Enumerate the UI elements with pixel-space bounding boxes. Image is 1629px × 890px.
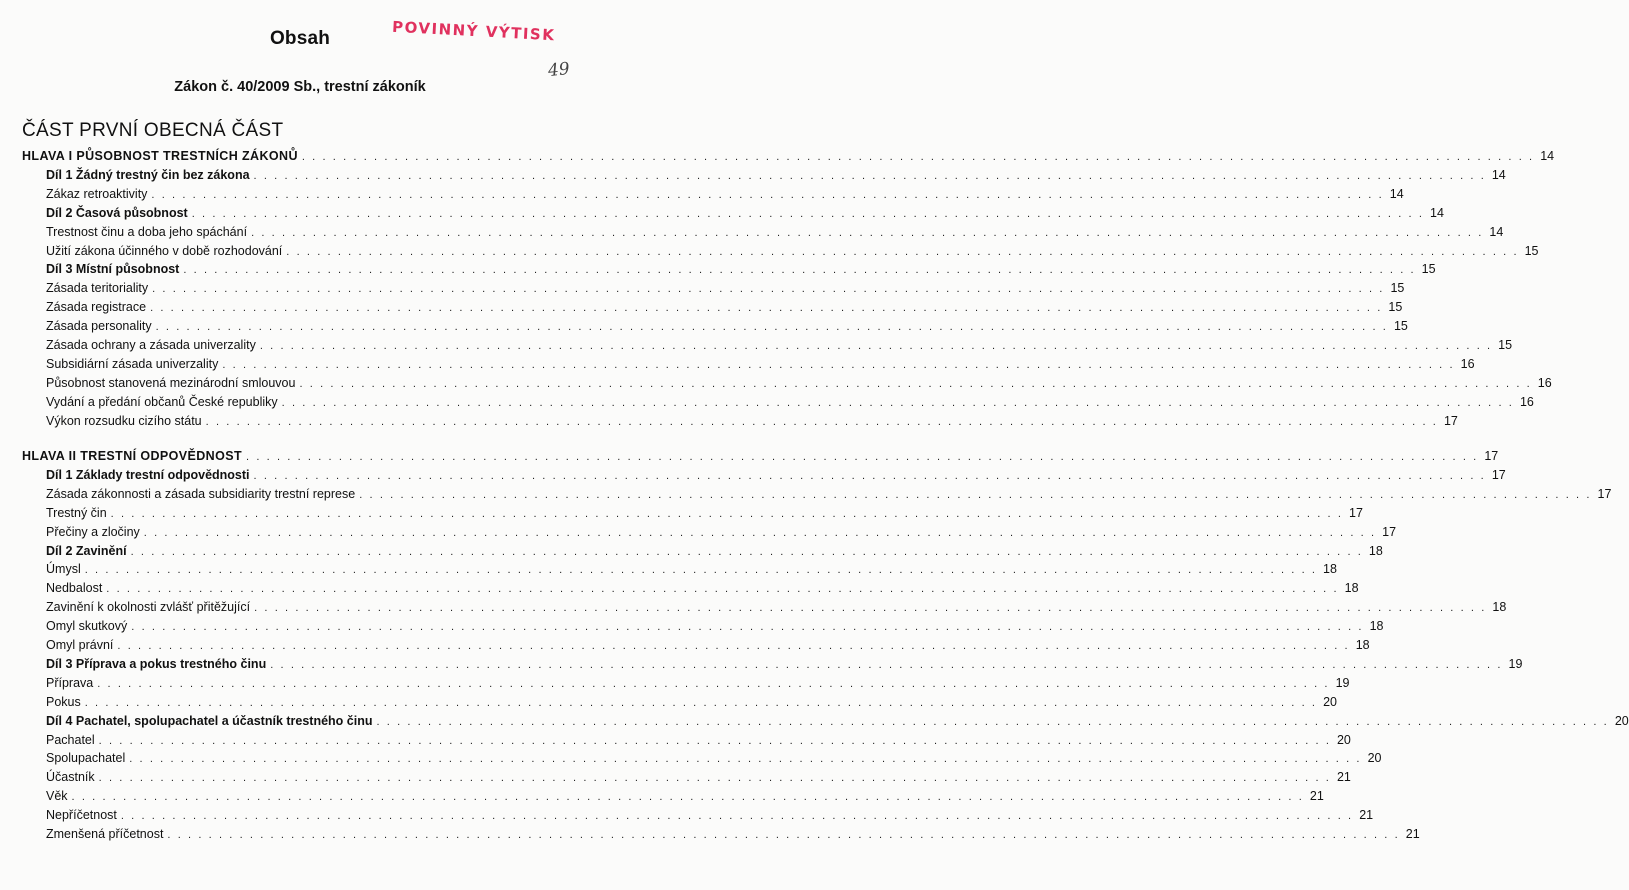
toc-page-number: 15 <box>1393 319 1408 334</box>
toc-entry-label: Trestný čin <box>46 505 107 520</box>
toc-page-number: 14 <box>1430 205 1444 220</box>
toc-entry <box>0 768 1351 786</box>
toc-entry <box>0 579 1359 597</box>
toc-page-number: 21 <box>1309 789 1324 804</box>
leader-dots: . . . . . . . . . . . . . . . . . . . . . . . . . . . . . . . . . . . . . . . . . . . . . . . . . . . . . . . . . . . . . . . . . . . . . . . . . . . . . . . . . . . . . . . . . . . . . . . . . . . . . . . . . . . . . . . . . . . . . . . . <box>376 715 1609 728</box>
leader-dots: . . . . . . . . . . . . . . . . . . . . . . . . . . . . . . . . . . . . . . . . . . . . . . . . . . . . . . . . . . . . . . . . . . . . . . . . . . . . . . . . . . . . . . . . . . . . . . . . . . . . . . . . . . . . . . . . . . . . . . . . <box>131 621 1364 634</box>
toc-page-number: 20 <box>1614 713 1629 728</box>
toc-entry-label: Omyl právní <box>46 638 114 652</box>
toc-entry <box>0 598 1507 616</box>
leader-dots: . . . . . . . . . . . . . . . . . . . . . . . . . . . . . . . . . . . . . . . . . . . . . . . . . . . . . . . . . . . . . . . . . . . . . . . . . . . . . . . . . . . . . . . . . . . . . . . . . . . . . . . . . . . . . . . . . . . . . . . . <box>97 677 1330 690</box>
toc-entry <box>0 636 1370 654</box>
toc-entry <box>0 185 1404 203</box>
leader-dots: . . . . . . . . . . . . . . . . . . . . . . . . . . . . . . . . . . . . . . . . . . . . . . . . . . . . . . . . . . . . . . . . . . . . . . . . . . . . . . . . . . . . . . . . . . . . . . . . . . . . . . . . . . . . . . . . . . . . . . . . <box>259 340 1493 352</box>
toc-page-number: 20 <box>1323 694 1337 709</box>
toc-section <box>0 466 1506 484</box>
toc-entry-label: Výkon rozsudku cizího státu <box>46 413 202 428</box>
toc-page-number: 18 <box>1323 562 1337 577</box>
toc-page-number: 18 <box>1492 600 1507 615</box>
toc-entry <box>0 279 1405 297</box>
leader-dots: . . . . . . . . . . . . . . . . . . . . . . . . . . . . . . . . . . . . . . . . . . . . . . . . . . . . . . . . . . . . . . . . . . . . . . . . . . . . . . . . . . . . . . . . . . . . . . . . . . . . . . . . . . . . . . . . . . . . . . . . <box>155 321 1388 334</box>
toc-entry-label: Subsidiární zásada univerzality <box>46 356 219 371</box>
toc-page-number: 18 <box>1355 638 1370 652</box>
toc-entry <box>0 393 1534 411</box>
leader-dots: . . . . . . . . . . . . . . . . . . . . . . . . . . . . . . . . . . . . . . . . . . . . . . . . . . . . . . . . . . . . . . . . . . . . . . . . . . . . . . . . . . . . . . . . . . . . . . . . . . . . . . . . . . . . . . . . . . . . . . . . <box>191 207 1425 220</box>
toc-entry-label: Spolupachatel <box>46 751 126 766</box>
toc-page-number: 16 <box>1460 356 1475 371</box>
leader-dots: . . . . . . . . . . . . . . . . . . . . . . . . . . . . . . . . . . . . . . . . . . . . . . . . . . . . . . . . . . . . . . . . . . . . . . . . . . . . . . . . . . . . . . . . . . . . . . . . . . . . . . . . . . . . . . . . . . . . . . . . <box>143 526 1377 539</box>
toc-entry <box>0 504 1363 522</box>
toc-page-number: 15 <box>1498 338 1513 352</box>
leader-dots: . . . . . . . . . . . . . . . . . . . . . . . . . . . . . . . . . . . . . . . . . . . . . . . . . . . . . . . . . . . . . . . . . . . . . . . . . . . . . . . . . . . . . . . . . . . . . . . . . . . . . . . . . . . . . . . . . . . . . . . . <box>286 245 1519 258</box>
toc-entry-label: Trestnost činu a doba jeho spáchání <box>46 224 248 239</box>
leader-dots: . . . . . . . . . . . . . . . . . . . . . . . . . . . . . . . . . . . . . . . . . . . . . . . . . . . . . . . . . . . . . . . . . . . . . . . . . . . . . . . . . . . . . . . . . . . . . . . . . . . . . . . . . . . . . . . . . . . . . . . . <box>117 640 1350 652</box>
toc-entry <box>0 674 1350 692</box>
toc-entry-label: Vydání a předání občanů České republiky <box>46 394 278 409</box>
toc-entry <box>0 298 1403 316</box>
toc-entry <box>0 485 1612 503</box>
toc-entry-label: Příprava <box>46 675 94 690</box>
toc-entry-label: Omyl skutkový <box>46 619 128 634</box>
leader-dots: . . . . . . . . . . . . . . . . . . . . . . . . . . . . . . . . . . . . . . . . . . . . . . . . . . . . . . . . . . . . . . . . . . . . . . . . . . . . . . . . . . . . . . . . . . . . . . . . . . . . . . . . . . . . . . . . . . . . . . . . <box>151 188 1384 201</box>
toc-page-number: 14 <box>1540 149 1555 163</box>
leader-dots: . . . . . . . . . . . . . . . . . . . . . . . . . . . . . . . . . . . . . . . . . . . . . . . . . . . . . . . . . . . . . . . . . . . . . . . . . . . . . . . . . . . . . . . . . . . . . . . . . . . . . . . . . . . . . . . . . . . . . . . . <box>152 283 1385 296</box>
leader-dots: . . . . . . . . . . . . . . . . . . . . . . . . . . . . . . . . . . . . . . . . . . . . . . . . . . . . . . . . . . . . . . . . . . . . . . . . . . . . . . . . . . . . . . . . . . . . . . . . . . . . . . . . . . . . . . . . . . . . . . . . <box>98 734 1331 747</box>
toc-entry-label: Díl 2 Zavinění <box>46 543 127 558</box>
page-title: Obsah <box>269 28 331 49</box>
toc-entry <box>0 355 1475 373</box>
toc-entry <box>0 412 1458 430</box>
leader-dots: . . . . . . . . . . . . . . . . . . . . . . . . . . . . . . . . . . . . . . . . . . . . . . . . . . . . . . . . . . . . . . . . . . . . . . . . . . . . . . . . . . . . . . . . . . . . . . . . . . . . . . . . . . . . . . . . . . . . . . . . <box>253 469 1486 482</box>
leader-dots: . . . . . . . . . . . . . . . . . . . . . . . . . . . . . . . . . . . . . . . . . . . . . . . . . . . . . . . . . . . . . . . . . . . . . . . . . . . . . . . . . . . . . . . . . . . . . . . . . . . . . . . . . . . . . . . . . . . . . . . . <box>71 791 1304 804</box>
handwritten-note: 49 <box>547 58 571 82</box>
toc-page-number: 19 <box>1335 675 1350 690</box>
part-heading: ČÁST PRVNÍ OBECNÁ ČÁST <box>22 120 284 141</box>
stamp: POVINNÝ VÝTISK <box>391 17 556 45</box>
toc-page-number: 15 <box>1524 243 1539 258</box>
toc-page-number: 16 <box>1537 375 1552 390</box>
document-subtitle: Zákon č. 40/2009 Sb., trestní zákoník <box>174 79 426 95</box>
leader-dots: . . . . . . . . . . . . . . . . . . . . . . . . . . . . . . . . . . . . . . . . . . . . . . . . . . . . . . . . . . . . . . . . . . . . . . . . . . . . . . . . . . . . . . . . . . . . . . . . . . . . . . . . . . . . . . . . . . . . . . . . <box>246 451 1479 463</box>
toc-entry <box>0 242 1539 260</box>
toc-entry-label: Zásada zákonnosti a zásada subsidiarity trestní represe <box>46 486 356 501</box>
toc-entry-label: Zásada personality <box>46 319 152 334</box>
toc-page-number: 17 <box>1382 524 1397 539</box>
leader-dots: . . . . . . . . . . . . . . . . . . . . . . . . . . . . . . . . . . . . . . . . . . . . . . . . . . . . . . . . . . . . . . . . . . . . . . . . . . . . . . . . . . . . . . . . . . . . . . . . . . . . . . . . . . . . . . . . . . . . . . . . <box>301 151 1535 163</box>
leader-dots: . . . . . . . . . . . . . . . . . . . . . . . . . . . . . . . . . . . . . . . . . . . . . . . . . . . . . . . . . . . . . . . . . . . . . . . . . . . . . . . . . . . . . . . . . . . . . . . . . . . . . . . . . . . . . . . . . . . . . . . . <box>98 772 1331 785</box>
toc-entry-label: Díl 1 Základy trestní odpovědnosti <box>46 467 250 482</box>
leader-dots: . . . . . . . . . . . . . . . . . . . . . . . . . . . . . . . . . . . . . . . . . . . . . . . . . . . . . . . . . . . . . . . . . . . . . . . . . . . . . . . . . . . . . . . . . . . . . . . . . . . . . . . . . . . . . . . . . . . . . . . . <box>251 226 1484 239</box>
toc-page-number: 15 <box>1421 262 1436 277</box>
toc-page-number: 17 <box>1597 486 1612 501</box>
toc-page-number: 19 <box>1508 656 1523 671</box>
toc-entry-label: HLAVA I PŮSOBNOST TRESTNÍCH ZÁKONŮ <box>22 149 298 163</box>
toc-page-number: 17 <box>1484 449 1499 463</box>
toc-page-number: 14 <box>1489 224 1504 239</box>
toc-entry-label: Zásada teritoriality <box>46 281 149 296</box>
toc-entry-label: Přečiny a zločiny <box>46 524 140 539</box>
toc-page-number: 14 <box>1491 167 1506 182</box>
toc-page-number: 15 <box>1390 281 1405 296</box>
toc-entry <box>0 731 1351 749</box>
toc-page-number: 16 <box>1519 394 1534 409</box>
leader-dots: . . . . . . . . . . . . . . . . . . . . . . . . . . . . . . . . . . . . . . . . . . . . . . . . . . . . . . . . . . . . . . . . . . . . . . . . . . . . . . . . . . . . . . . . . . . . . . . . . . . . . . . . . . . . . . . . . . . . . . . . <box>270 658 1503 671</box>
leader-dots: . . . . . . . . . . . . . . . . . . . . . . . . . . . . . . . . . . . . . . . . . . . . . . . . . . . . . . . . . . . . . . . . . . . . . . . . . . . . . . . . . . . . . . . . . . . . . . . . . . . . . . . . . . . . . . . . . . . . . . . . <box>150 302 1383 315</box>
toc-entry-label: Věk <box>46 789 68 804</box>
toc-entry-label: Pokus <box>46 694 81 709</box>
toc-entry-label: Zavinění k okolnosti zvlášť přitěžující <box>46 600 251 615</box>
leader-dots: . . . . . . . . . . . . . . . . . . . . . . . . . . . . . . . . . . . . . . . . . . . . . . . . . . . . . . . . . . . . . . . . . . . . . . . . . . . . . . . . . . . . . . . . . . . . . . . . . . . . . . . . . . . . . . . . . . . . . . . . <box>281 396 1514 409</box>
toc-entry-label: Díl 3 Příprava a pokus trestného činu <box>46 656 267 671</box>
toc-entry <box>0 374 1552 392</box>
leader-dots: . . . . . . . . . . . . . . . . . . . . . . . . . . . . . . . . . . . . . . . . . . . . . . . . . . . . . . . . . . . . . . . . . . . . . . . . . . . . . . . . . . . . . . . . . . . . . . . . . . . . . . . . . . . . . . . . . . . . . . . . <box>222 358 1455 371</box>
toc-entry-label: Účastník <box>46 770 95 785</box>
toc-entry-label: Nedbalost <box>46 581 103 596</box>
toc-page-number: 17 <box>1443 413 1458 428</box>
leader-dots: . . . . . . . . . . . . . . . . . . . . . . . . . . . . . . . . . . . . . . . . . . . . . . . . . . . . . . . . . . . . . . . . . . . . . . . . . . . . . . . . . . . . . . . . . . . . . . . . . . . . . . . . . . . . . . . . . . . . . . . . <box>254 602 1487 615</box>
leader-dots: . . . . . . . . . . . . . . . . . . . . . . . . . . . . . . . . . . . . . . . . . . . . . . . . . . . . . . . . . . . . . . . . . . . . . . . . . . . . . . . . . . . . . . . . . . . . . . . . . . . . . . . . . . . . . . . . . . . . . . . . <box>120 810 1354 823</box>
leader-dots: . . . . . . . . . . . . . . . . . . . . . . . . . . . . . . . . . . . . . . . . . . . . . . . . . . . . . . . . . . . . . . . . . . . . . . . . . . . . . . . . . . . . . . . . . . . . . . . . . . . . . . . . . . . . . . . . . . . . . . . . <box>359 488 1592 501</box>
leader-dots: . . . . . . . . . . . . . . . . . . . . . . . . . . . . . . . . . . . . . . . . . . . . . . . . . . . . . . . . . . . . . . . . . . . . . . . . . . . . . . . . . . . . . . . . . . . . . . . . . . . . . . . . . . . . . . . . . . . . . . . . <box>253 169 1486 182</box>
leader-dots: . . . . . . . . . . . . . . . . . . . . . . . . . . . . . . . . . . . . . . . . . . . . . . . . . . . . . . . . . . . . . . . . . . . . . . . . . . . . . . . . . . . . . . . . . . . . . . . . . . . . . . . . . . . . . . . . . . . . . . . . <box>106 583 1339 596</box>
toc-section <box>0 542 1383 560</box>
leader-dots: . . . . . . . . . . . . . . . . . . . . . . . . . . . . . . . . . . . . . . . . . . . . . . . . . . . . . . . . . . . . . . . . . . . . . . . . . . . . . . . . . . . . . . . . . . . . . . . . . . . . . . . . . . . . . . . . . . . . . . . . <box>167 829 1400 841</box>
toc-page-number: 21 <box>1359 808 1374 823</box>
toc-entry <box>0 523 1397 541</box>
leader-dots: . . . . . . . . . . . . . . . . . . . . . . . . . . . . . . . . . . . . . . . . . . . . . . . . . . . . . . . . . . . . . . . . . . . . . . . . . . . . . . . . . . . . . . . . . . . . . . . . . . . . . . . . . . . . . . . . . . . . . . . . <box>84 564 1318 577</box>
toc-section <box>0 204 1444 222</box>
leader-dots: . . . . . . . . . . . . . . . . . . . . . . . . . . . . . . . . . . . . . . . . . . . . . . . . . . . . . . . . . . . . . . . . . . . . . . . . . . . . . . . . . . . . . . . . . . . . . . . . . . . . . . . . . . . . . . . . . . . . . . . . <box>129 753 1362 766</box>
leader-dots: . . . . . . . . . . . . . . . . . . . . . . . . . . . . . . . . . . . . . . . . . . . . . . . . . . . . . . . . . . . . . . . . . . . . . . . . . . . . . . . . . . . . . . . . . . . . . . . . . . . . . . . . . . . . . . . . . . . . . . . . <box>205 415 1438 428</box>
toc-page-number: 21 <box>1336 770 1351 785</box>
toc-section <box>0 166 1506 184</box>
toc-entry-label: Díl 2 Časová působnost <box>46 205 188 220</box>
toc-entry-label: Díl 4 Pachatel, spolupachatel a účastník trestného činu <box>46 713 373 728</box>
toc-entry-label: Díl 3 Místní působnost <box>46 262 180 277</box>
toc-entry-label: Působnost stanovená mezinárodní smlouvou <box>46 375 296 390</box>
toc-entry <box>0 825 1420 843</box>
toc-page-number: 20 <box>1367 751 1382 766</box>
toc-entry-label: Zákaz retroaktivity <box>46 186 148 201</box>
toc-entry <box>0 617 1384 635</box>
leader-dots: . . . . . . . . . . . . . . . . . . . . . . . . . . . . . . . . . . . . . . . . . . . . . . . . . . . . . . . . . . . . . . . . . . . . . . . . . . . . . . . . . . . . . . . . . . . . . . . . . . . . . . . . . . . . . . . . . . . . . . . . <box>130 545 1363 558</box>
toc-entry <box>0 560 1337 578</box>
toc-page-number: 18 <box>1369 619 1384 634</box>
leader-dots: . . . . . . . . . . . . . . . . . . . . . . . . . . . . . . . . . . . . . . . . . . . . . . . . . . . . . . . . . . . . . . . . . . . . . . . . . . . . . . . . . . . . . . . . . . . . . . . . . . . . . . . . . . . . . . . . . . . . . . . . <box>110 507 1343 520</box>
toc-page-number: 18 <box>1368 543 1383 558</box>
leader-dots: . . . . . . . . . . . . . . . . . . . . . . . . . . . . . . . . . . . . . . . . . . . . . . . . . . . . . . . . . . . . . . . . . . . . . . . . . . . . . . . . . . . . . . . . . . . . . . . . . . . . . . . . . . . . . . . . . . . . . . . . <box>84 696 1318 709</box>
toc-page-number: 15 <box>1388 300 1403 315</box>
toc-entry-label: Zmenšená příčetnost <box>46 827 164 841</box>
leader-dots: . . . . . . . . . . . . . . . . . . . . . . . . . . . . . . . . . . . . . . . . . . . . . . . . . . . . . . . . . . . . . . . . . . . . . . . . . . . . . . . . . . . . . . . . . . . . . . . . . . . . . . . . . . . . . . . . . . . . . . . . <box>299 377 1532 390</box>
toc-entry-label: HLAVA II TRESTNÍ ODPOVĚDNOST <box>22 449 243 463</box>
toc-page-number: 17 <box>1491 467 1506 482</box>
toc-page-number: 20 <box>1336 732 1351 747</box>
toc-entry <box>0 317 1408 335</box>
toc-page-number: 18 <box>1344 581 1359 596</box>
toc-page-number: 17 <box>1349 505 1363 520</box>
toc-entry-label: Užití zákona účinného v době rozhodování <box>46 243 283 258</box>
toc-entry-label: Pachatel <box>46 732 95 747</box>
toc-entry <box>0 749 1382 767</box>
toc-section <box>0 712 1629 730</box>
toc-chapter <box>0 447 1499 465</box>
toc-entry-label: Díl 1 Žádný trestný čin bez zákona <box>46 167 250 182</box>
toc-page-number: 21 <box>1405 827 1420 841</box>
toc-entry-label: Zásada registrace <box>46 300 147 315</box>
toc-section <box>0 260 1436 278</box>
toc-section <box>0 655 1523 673</box>
toc-entry <box>0 336 1513 354</box>
toc-entry <box>0 693 1337 711</box>
toc-chapter <box>0 147 1555 165</box>
toc-entry <box>0 806 1374 824</box>
toc-entry-label: Nepříčetnost <box>46 808 117 823</box>
toc-entry-label: Úmysl <box>46 562 81 577</box>
leader-dots: . . . . . . . . . . . . . . . . . . . . . . . . . . . . . . . . . . . . . . . . . . . . . . . . . . . . . . . . . . . . . . . . . . . . . . . . . . . . . . . . . . . . . . . . . . . . . . . . . . . . . . . . . . . . . . . . . . . . . . . . <box>183 264 1416 277</box>
toc-entry <box>0 787 1324 805</box>
toc-entry-label: Zásada ochrany a zásada univerzality <box>46 338 256 352</box>
toc-entry <box>0 223 1504 241</box>
toc-page-number: 14 <box>1389 186 1404 201</box>
